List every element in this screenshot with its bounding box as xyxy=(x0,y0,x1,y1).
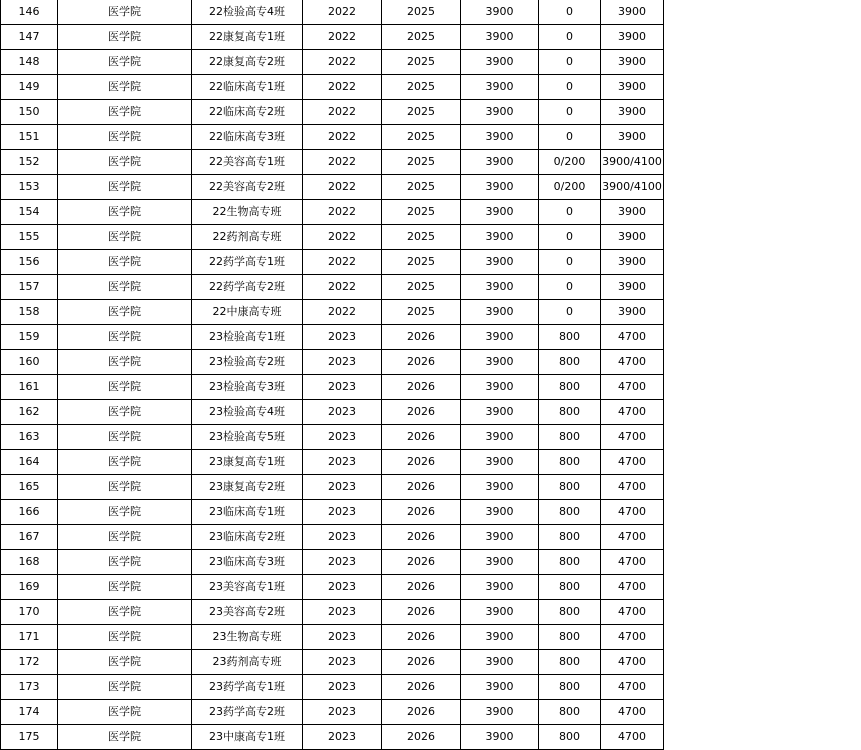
table-row xyxy=(1,250,664,275)
base-fee-cell: 3900 xyxy=(461,375,539,400)
extra-fee-cell: 800 xyxy=(539,325,601,350)
table-row xyxy=(1,500,664,525)
extra-fee-cell: 800 xyxy=(539,375,601,400)
row-number-cell: 153 xyxy=(1,175,58,200)
enrollment-year-cell: 2023 xyxy=(303,500,382,525)
enrollment-year-cell: 2023 xyxy=(303,625,382,650)
college-cell: 医学院 xyxy=(58,425,192,450)
extra-fee-cell: 800 xyxy=(539,600,601,625)
graduation-year-cell: 2025 xyxy=(382,150,461,175)
college-cell: 医学院 xyxy=(58,225,192,250)
table-row xyxy=(1,600,664,625)
class-name-cell: 22药剂高专班 xyxy=(192,225,303,250)
enrollment-year-cell: 2023 xyxy=(303,550,382,575)
college-cell: 医学院 xyxy=(58,475,192,500)
table-row xyxy=(1,675,664,700)
class-name-cell: 23康复高专1班 xyxy=(192,450,303,475)
row-number-cell: 174 xyxy=(1,700,58,725)
graduation-year-cell: 2026 xyxy=(382,650,461,675)
row-number-cell: 159 xyxy=(1,325,58,350)
table-row xyxy=(1,575,664,600)
enrollment-year-cell: 2023 xyxy=(303,600,382,625)
row-number-cell: 158 xyxy=(1,300,58,325)
table-row xyxy=(1,50,664,75)
base-fee-cell: 3900 xyxy=(461,400,539,425)
enrollment-year-cell: 2023 xyxy=(303,700,382,725)
base-fee-cell: 3900 xyxy=(461,650,539,675)
extra-fee-cell: 0 xyxy=(539,25,601,50)
row-number-cell: 147 xyxy=(1,25,58,50)
total-fee-cell: 4700 xyxy=(601,350,664,375)
row-number-cell: 161 xyxy=(1,375,58,400)
college-cell: 医学院 xyxy=(58,375,192,400)
college-cell: 医学院 xyxy=(58,200,192,225)
base-fee-cell: 3900 xyxy=(461,225,539,250)
graduation-year-cell: 2025 xyxy=(382,250,461,275)
graduation-year-cell: 2025 xyxy=(382,300,461,325)
class-name-cell: 23临床高专2班 xyxy=(192,525,303,550)
base-fee-cell: 3900 xyxy=(461,0,539,25)
total-fee-cell: 4700 xyxy=(601,475,664,500)
total-fee-cell: 4700 xyxy=(601,650,664,675)
graduation-year-cell: 2025 xyxy=(382,100,461,125)
total-fee-cell: 3900/4100 xyxy=(601,150,664,175)
enrollment-year-cell: 2022 xyxy=(303,300,382,325)
enrollment-year-cell: 2023 xyxy=(303,425,382,450)
total-fee-cell: 3900 xyxy=(601,225,664,250)
extra-fee-cell: 0 xyxy=(539,275,601,300)
total-fee-cell: 4700 xyxy=(601,525,664,550)
base-fee-cell: 3900 xyxy=(461,625,539,650)
graduation-year-cell: 2025 xyxy=(382,200,461,225)
enrollment-year-cell: 2023 xyxy=(303,675,382,700)
graduation-year-cell: 2026 xyxy=(382,675,461,700)
base-fee-cell: 3900 xyxy=(461,500,539,525)
extra-fee-cell: 800 xyxy=(539,475,601,500)
base-fee-cell: 3900 xyxy=(461,100,539,125)
total-fee-cell: 3900 xyxy=(601,250,664,275)
college-cell: 医学院 xyxy=(58,600,192,625)
extra-fee-cell: 800 xyxy=(539,650,601,675)
extra-fee-cell: 0/200 xyxy=(539,175,601,200)
enrollment-year-cell: 2023 xyxy=(303,650,382,675)
table-row xyxy=(1,725,664,750)
extra-fee-cell: 800 xyxy=(539,350,601,375)
row-number-cell: 173 xyxy=(1,675,58,700)
extra-fee-cell: 800 xyxy=(539,700,601,725)
graduation-year-cell: 2025 xyxy=(382,225,461,250)
class-name-cell: 22康复高专1班 xyxy=(192,25,303,50)
enrollment-year-cell: 2023 xyxy=(303,475,382,500)
total-fee-cell: 4700 xyxy=(601,450,664,475)
extra-fee-cell: 800 xyxy=(539,550,601,575)
row-number-cell: 172 xyxy=(1,650,58,675)
enrollment-year-cell: 2022 xyxy=(303,150,382,175)
extra-fee-cell: 0/200 xyxy=(539,150,601,175)
college-cell: 医学院 xyxy=(58,675,192,700)
graduation-year-cell: 2025 xyxy=(382,25,461,50)
college-cell: 医学院 xyxy=(58,100,192,125)
college-cell: 医学院 xyxy=(58,700,192,725)
class-name-cell: 23检验高专2班 xyxy=(192,350,303,375)
row-number-cell: 167 xyxy=(1,525,58,550)
extra-fee-cell: 800 xyxy=(539,425,601,450)
graduation-year-cell: 2026 xyxy=(382,400,461,425)
extra-fee-cell: 0 xyxy=(539,250,601,275)
base-fee-cell: 3900 xyxy=(461,275,539,300)
class-name-cell: 22临床高专3班 xyxy=(192,125,303,150)
table-row xyxy=(1,0,664,25)
total-fee-cell: 3900 xyxy=(601,200,664,225)
graduation-year-cell: 2025 xyxy=(382,125,461,150)
extra-fee-cell: 0 xyxy=(539,300,601,325)
total-fee-cell: 3900 xyxy=(601,300,664,325)
class-name-cell: 22检验高专4班 xyxy=(192,0,303,25)
class-name-cell: 22临床高专2班 xyxy=(192,100,303,125)
college-cell: 医学院 xyxy=(58,75,192,100)
college-cell: 医学院 xyxy=(58,725,192,750)
graduation-year-cell: 2026 xyxy=(382,575,461,600)
table-row xyxy=(1,25,664,50)
enrollment-year-cell: 2023 xyxy=(303,575,382,600)
total-fee-cell: 4700 xyxy=(601,725,664,750)
graduation-year-cell: 2025 xyxy=(382,275,461,300)
row-number-cell: 165 xyxy=(1,475,58,500)
extra-fee-cell: 800 xyxy=(539,625,601,650)
extra-fee-cell: 800 xyxy=(539,725,601,750)
extra-fee-cell: 0 xyxy=(539,225,601,250)
total-fee-cell: 4700 xyxy=(601,400,664,425)
total-fee-cell: 3900 xyxy=(601,275,664,300)
row-number-cell: 170 xyxy=(1,600,58,625)
total-fee-cell: 3900/4100 xyxy=(601,175,664,200)
graduation-year-cell: 2025 xyxy=(382,50,461,75)
table-row xyxy=(1,450,664,475)
enrollment-year-cell: 2023 xyxy=(303,350,382,375)
total-fee-cell: 4700 xyxy=(601,575,664,600)
row-number-cell: 149 xyxy=(1,75,58,100)
table-row xyxy=(1,225,664,250)
college-cell: 医学院 xyxy=(58,575,192,600)
graduation-year-cell: 2026 xyxy=(382,475,461,500)
base-fee-cell: 3900 xyxy=(461,25,539,50)
enrollment-year-cell: 2023 xyxy=(303,400,382,425)
table-row xyxy=(1,425,664,450)
enrollment-year-cell: 2022 xyxy=(303,125,382,150)
graduation-year-cell: 2026 xyxy=(382,450,461,475)
class-name-cell: 23药学高专2班 xyxy=(192,700,303,725)
total-fee-cell: 3900 xyxy=(601,0,664,25)
row-number-cell: 163 xyxy=(1,425,58,450)
enrollment-year-cell: 2022 xyxy=(303,250,382,275)
graduation-year-cell: 2025 xyxy=(382,0,461,25)
college-cell: 医学院 xyxy=(58,450,192,475)
table-row xyxy=(1,200,664,225)
class-name-cell: 23临床高专3班 xyxy=(192,550,303,575)
college-cell: 医学院 xyxy=(58,125,192,150)
class-name-cell: 23药学高专1班 xyxy=(192,675,303,700)
total-fee-cell: 3900 xyxy=(601,75,664,100)
total-fee-cell: 3900 xyxy=(601,50,664,75)
college-cell: 医学院 xyxy=(58,175,192,200)
table-row xyxy=(1,175,664,200)
table-row xyxy=(1,700,664,725)
college-cell: 医学院 xyxy=(58,650,192,675)
graduation-year-cell: 2026 xyxy=(382,350,461,375)
enrollment-year-cell: 2022 xyxy=(303,275,382,300)
row-number-cell: 152 xyxy=(1,150,58,175)
enrollment-year-cell: 2022 xyxy=(303,175,382,200)
enrollment-year-cell: 2022 xyxy=(303,225,382,250)
class-name-cell: 23检验高专1班 xyxy=(192,325,303,350)
class-name-cell: 22美容高专1班 xyxy=(192,150,303,175)
extra-fee-cell: 800 xyxy=(539,400,601,425)
extra-fee-cell: 0 xyxy=(539,75,601,100)
enrollment-year-cell: 2023 xyxy=(303,375,382,400)
row-number-cell: 160 xyxy=(1,350,58,375)
college-cell: 医学院 xyxy=(58,0,192,25)
graduation-year-cell: 2025 xyxy=(382,75,461,100)
graduation-year-cell: 2026 xyxy=(382,500,461,525)
row-number-cell: 148 xyxy=(1,50,58,75)
enrollment-year-cell: 2022 xyxy=(303,0,382,25)
table-row xyxy=(1,550,664,575)
class-name-cell: 22美容高专2班 xyxy=(192,175,303,200)
graduation-year-cell: 2026 xyxy=(382,700,461,725)
graduation-year-cell: 2026 xyxy=(382,375,461,400)
enrollment-year-cell: 2022 xyxy=(303,200,382,225)
table-row xyxy=(1,275,664,300)
table-row xyxy=(1,75,664,100)
base-fee-cell: 3900 xyxy=(461,50,539,75)
base-fee-cell: 3900 xyxy=(461,550,539,575)
college-cell: 医学院 xyxy=(58,525,192,550)
college-cell: 医学院 xyxy=(58,150,192,175)
class-name-cell: 23康复高专2班 xyxy=(192,475,303,500)
extra-fee-cell: 800 xyxy=(539,450,601,475)
extra-fee-cell: 800 xyxy=(539,525,601,550)
base-fee-cell: 3900 xyxy=(461,675,539,700)
extra-fee-cell: 800 xyxy=(539,575,601,600)
row-number-cell: 164 xyxy=(1,450,58,475)
class-name-cell: 23中康高专1班 xyxy=(192,725,303,750)
total-fee-cell: 4700 xyxy=(601,700,664,725)
college-cell: 医学院 xyxy=(58,500,192,525)
class-name-cell: 23药剂高专班 xyxy=(192,650,303,675)
college-cell: 医学院 xyxy=(58,350,192,375)
enrollment-year-cell: 2022 xyxy=(303,50,382,75)
row-number-cell: 166 xyxy=(1,500,58,525)
graduation-year-cell: 2026 xyxy=(382,550,461,575)
base-fee-cell: 3900 xyxy=(461,250,539,275)
enrollment-year-cell: 2023 xyxy=(303,725,382,750)
row-number-cell: 155 xyxy=(1,225,58,250)
table-row xyxy=(1,525,664,550)
college-cell: 医学院 xyxy=(58,275,192,300)
total-fee-cell: 4700 xyxy=(601,500,664,525)
table-row xyxy=(1,375,664,400)
class-name-cell: 23检验高专3班 xyxy=(192,375,303,400)
row-number-cell: 154 xyxy=(1,200,58,225)
class-name-cell: 22临床高专1班 xyxy=(192,75,303,100)
college-cell: 医学院 xyxy=(58,250,192,275)
college-cell: 医学院 xyxy=(58,400,192,425)
base-fee-cell: 3900 xyxy=(461,150,539,175)
enrollment-year-cell: 2023 xyxy=(303,450,382,475)
table-row xyxy=(1,325,664,350)
base-fee-cell: 3900 xyxy=(461,700,539,725)
base-fee-cell: 3900 xyxy=(461,350,539,375)
graduation-year-cell: 2026 xyxy=(382,525,461,550)
row-number-cell: 157 xyxy=(1,275,58,300)
table-row xyxy=(1,100,664,125)
class-name-cell: 22生物高专班 xyxy=(192,200,303,225)
base-fee-cell: 3900 xyxy=(461,200,539,225)
base-fee-cell: 3900 xyxy=(461,175,539,200)
total-fee-cell: 4700 xyxy=(601,325,664,350)
total-fee-cell: 4700 xyxy=(601,675,664,700)
extra-fee-cell: 0 xyxy=(539,100,601,125)
row-number-cell: 150 xyxy=(1,100,58,125)
base-fee-cell: 3900 xyxy=(461,75,539,100)
base-fee-cell: 3900 xyxy=(461,450,539,475)
extra-fee-cell: 0 xyxy=(539,0,601,25)
graduation-year-cell: 2026 xyxy=(382,600,461,625)
total-fee-cell: 4700 xyxy=(601,600,664,625)
table-row xyxy=(1,475,664,500)
class-name-cell: 23美容高专2班 xyxy=(192,600,303,625)
row-number-cell: 156 xyxy=(1,250,58,275)
row-number-cell: 168 xyxy=(1,550,58,575)
class-name-cell: 23生物高专班 xyxy=(192,625,303,650)
extra-fee-cell: 0 xyxy=(539,125,601,150)
base-fee-cell: 3900 xyxy=(461,325,539,350)
row-number-cell: 169 xyxy=(1,575,58,600)
class-name-cell: 22中康高专班 xyxy=(192,300,303,325)
row-number-cell: 162 xyxy=(1,400,58,425)
graduation-year-cell: 2026 xyxy=(382,725,461,750)
total-fee-cell: 4700 xyxy=(601,625,664,650)
college-cell: 医学院 xyxy=(58,550,192,575)
base-fee-cell: 3900 xyxy=(461,600,539,625)
row-number-cell: 151 xyxy=(1,125,58,150)
enrollment-year-cell: 2023 xyxy=(303,525,382,550)
total-fee-cell: 3900 xyxy=(601,100,664,125)
table-row xyxy=(1,625,664,650)
row-number-cell: 175 xyxy=(1,725,58,750)
class-name-cell: 22药学高专2班 xyxy=(192,275,303,300)
row-number-cell: 171 xyxy=(1,625,58,650)
college-cell: 医学院 xyxy=(58,325,192,350)
class-name-cell: 23美容高专1班 xyxy=(192,575,303,600)
enrollment-year-cell: 2022 xyxy=(303,25,382,50)
enrollment-year-cell: 2022 xyxy=(303,100,382,125)
table-row xyxy=(1,300,664,325)
total-fee-cell: 4700 xyxy=(601,375,664,400)
graduation-year-cell: 2026 xyxy=(382,325,461,350)
graduation-year-cell: 2025 xyxy=(382,175,461,200)
table-row xyxy=(1,350,664,375)
base-fee-cell: 3900 xyxy=(461,300,539,325)
class-name-cell: 23临床高专1班 xyxy=(192,500,303,525)
table-row xyxy=(1,400,664,425)
row-number-cell: 146 xyxy=(1,0,58,25)
graduation-year-cell: 2026 xyxy=(382,425,461,450)
college-cell: 医学院 xyxy=(58,625,192,650)
enrollment-year-cell: 2022 xyxy=(303,75,382,100)
extra-fee-cell: 0 xyxy=(539,200,601,225)
table-row xyxy=(1,125,664,150)
total-fee-cell: 3900 xyxy=(601,25,664,50)
college-cell: 医学院 xyxy=(58,25,192,50)
class-name-cell: 23检验高专4班 xyxy=(192,400,303,425)
class-name-cell: 23检验高专5班 xyxy=(192,425,303,450)
class-name-cell: 22康复高专2班 xyxy=(192,50,303,75)
extra-fee-cell: 800 xyxy=(539,675,601,700)
enrollment-year-cell: 2023 xyxy=(303,325,382,350)
base-fee-cell: 3900 xyxy=(461,475,539,500)
college-cell: 医学院 xyxy=(58,300,192,325)
base-fee-cell: 3900 xyxy=(461,525,539,550)
college-cell: 医学院 xyxy=(58,50,192,75)
total-fee-cell: 4700 xyxy=(601,550,664,575)
graduation-year-cell: 2026 xyxy=(382,625,461,650)
total-fee-cell: 4700 xyxy=(601,425,664,450)
base-fee-cell: 3900 xyxy=(461,725,539,750)
extra-fee-cell: 800 xyxy=(539,500,601,525)
total-fee-cell: 3900 xyxy=(601,125,664,150)
extra-fee-cell: 0 xyxy=(539,50,601,75)
table-body xyxy=(1,0,664,750)
base-fee-cell: 3900 xyxy=(461,125,539,150)
class-name-cell: 22药学高专1班 xyxy=(192,250,303,275)
table-row xyxy=(1,150,664,175)
base-fee-cell: 3900 xyxy=(461,575,539,600)
base-fee-cell: 3900 xyxy=(461,425,539,450)
table-row xyxy=(1,650,664,675)
